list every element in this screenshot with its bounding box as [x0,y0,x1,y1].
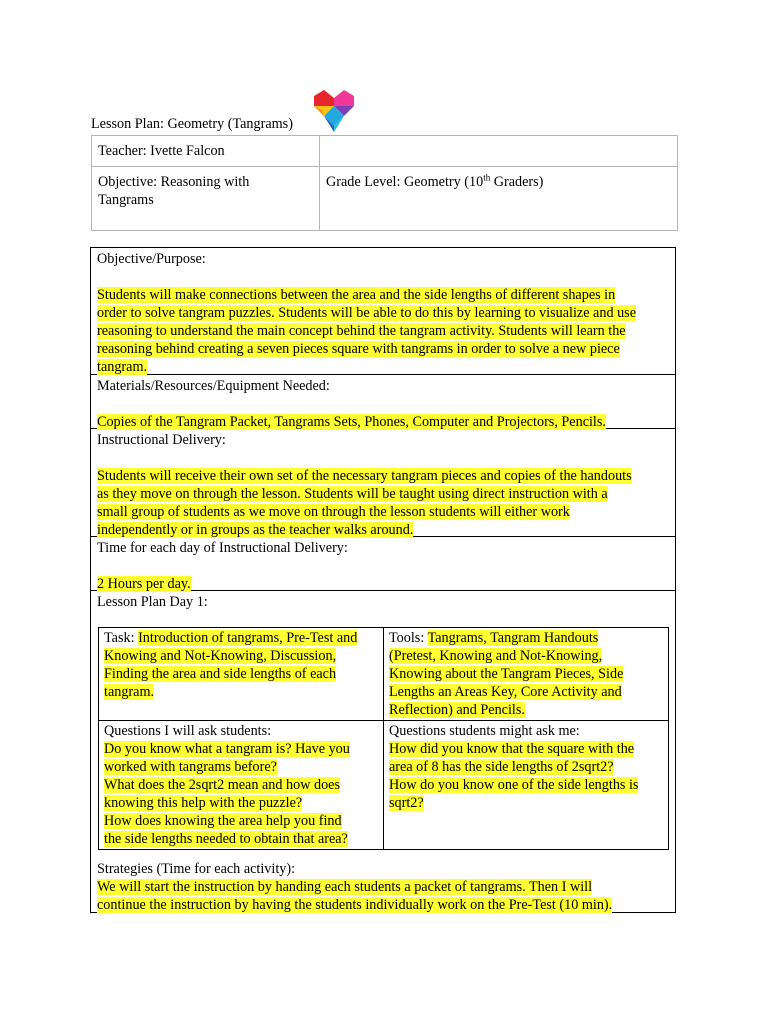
section-heading: Lesson Plan Day 1: [97,594,208,610]
teacher-cell: Teacher: Ivette Falcon [92,136,320,167]
empty-cell [320,136,678,167]
time-section: Time for each day of Instructional Delivery: 2 Hours per day. [91,537,675,591]
day1-table [98,627,669,850]
section-heading: Time for each day of Instructional Delivery: [97,540,348,556]
objective-cell: Objective: Reasoning with Tangrams [92,167,320,231]
heart-tangram-logo [312,90,356,132]
questions-might-cell: Questions students might ask me: How did you know that the square with the area of 8 has the side lengths of 2sqrt2? How do you know one of the side lengths is sqrt2? [384,721,669,850]
strategies-block: Strategies (Time for each activity): We will start the instruction by handing each students a packet of tangrams. Then I will continue the instruction by having the students individually work on the Pre-Test (10 min). [97,861,613,913]
section-heading: Materials/Resources/Equipment Needed: [97,378,330,394]
document-title: Lesson Plan: Geometry (Tangrams) [91,116,293,132]
objective-section: Objective/Purpose: Students will make connections between the area and the side lengths of different shapes in order to solve tangram puzzles. Students will be able to do this by learning to visualize and use reasoning to understand the main concept behind the tangram activity. Students will learn the reasoning behind creating a seven pieces square with tangrams in order to solve a new piece tangram. [91,248,675,375]
tools-cell: Tools: Tangrams, Tangram Handouts (Pretest, Knowing and Not-Knowing, Knowing about the Tangram Pieces, Side Lengths an Areas Key, Core Activity and Reflection) and Pencils. [384,628,669,721]
materials-section: Materials/Resources/Equipment Needed: Copies of the Tangram Packet, Tangrams Sets, Phones, Computer and Projectors, Pencils. [91,375,675,429]
task-cell: Task: Introduction of tangrams, Pre-Test and Knowing and Not-Knowing, Discussion, Finding the area and side lengths of each tangram. [99,628,384,721]
header-table [91,135,678,231]
section-heading: Objective/Purpose: [97,251,206,267]
delivery-section: Instructional Delivery: Students will receive their own set of the necessary tangram pieces and copies of the handouts as they move on through the lesson. Students will be taught using direct instruction with a small group of students as we move on through the lesson students will either work independently or in groups as the teacher walks around. [91,429,675,537]
questions-ask-cell: Questions I will ask students: Do you know what a tangram is? Have you worked with tangrams before? What does the 2sqrt2 mean and how does knowing this help with the puzzle? How does knowing the area help you find the side lengths needed to obtain that area? [99,721,384,850]
lesson-plan-box [90,247,676,913]
section-heading: Instructional Delivery: [97,432,226,448]
grade-level-cell: Grade Level: Geometry (10th Graders) [320,167,678,231]
